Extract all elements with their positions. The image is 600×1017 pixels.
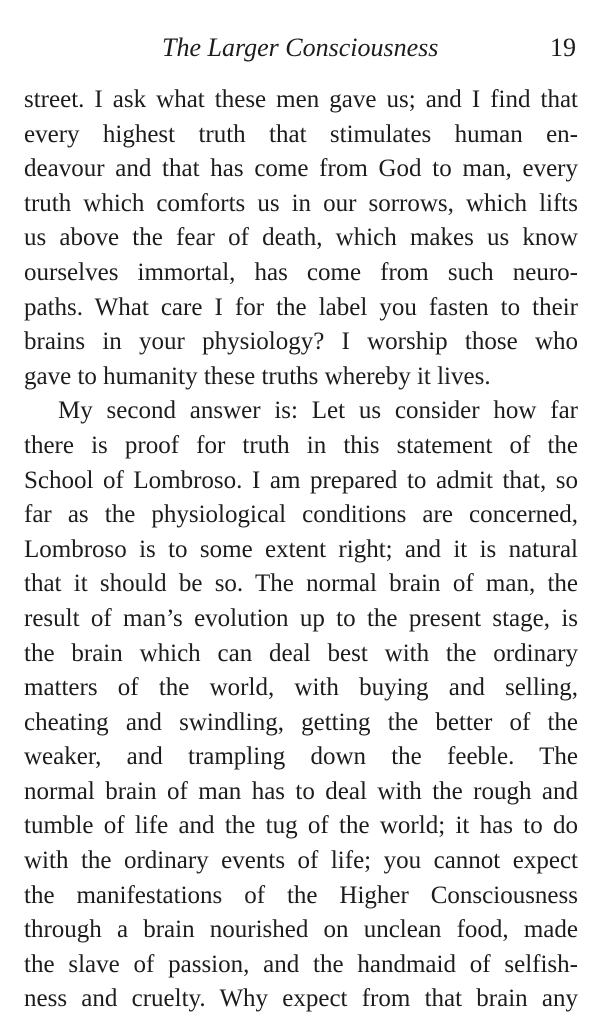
text-line: weaker, and trampling down the feeble. The [24,743,578,771]
text-line: matters of the world, with buying and selling, [24,674,578,702]
text-line: tumble of life and the tug of the world; it has to do [24,812,578,840]
text-line: paths. What care I for the label you fasten to their [24,293,578,321]
text-line: My second answer is: Let us consider how far [58,397,578,425]
text-line: gave to humanity these truths whereby it lives. [24,362,491,390]
paragraph [24,83,578,394]
text-line: far as the physiological conditions are concerned, [24,501,578,529]
body-text [24,83,578,1017]
text-line: truth which comforts us in our sorrows, which lifts [24,189,578,217]
text-line: the brain which can deal best with the ordinary [24,639,578,667]
text-line: street. I ask what these men gave us; and I find that [24,86,578,113]
text-line: normal brain of man has to deal with the rough and [24,777,578,805]
text-line: us above the fear of death, which makes us know [24,224,578,252]
text-line: with the ordinary events of life; you cannot expect [24,847,578,875]
text-line: cheating and swindling, getting the better of the [24,708,578,736]
page-number: 19 [550,33,576,62]
text-line: the slave of passion, and the handmaid of selfish- [24,950,578,978]
text-line: deavour and that has come from God to man, every [24,155,578,183]
text-line: that it should be so. The normal brain of man, the [24,570,578,598]
text-line: Lombroso is to some extent right; and it is natural [24,535,578,563]
text-line: ness and cruelty. Why expect from that brain any [24,985,578,1013]
text-line: every highest truth that stimulates human en- [24,120,578,148]
paragraph [24,394,578,1017]
text-line: brains in your physiology? I worship those who [24,328,578,356]
text-line: the manifestations of the Higher Consciousness [24,881,578,909]
text-line: there is proof for truth in this statement of the [24,431,578,459]
text-line: School of Lombroso. I am prepared to admit that, so [24,466,578,494]
text-line: result of man’s evolution up to the present stage, is [24,604,578,632]
text-line: ourselves immortal, has come from such neuro- [24,258,578,286]
text-line: through a brain nourished on unclean food, made [24,916,578,944]
running-title: The Larger Consciousness [162,33,439,62]
running-header [24,30,578,66]
